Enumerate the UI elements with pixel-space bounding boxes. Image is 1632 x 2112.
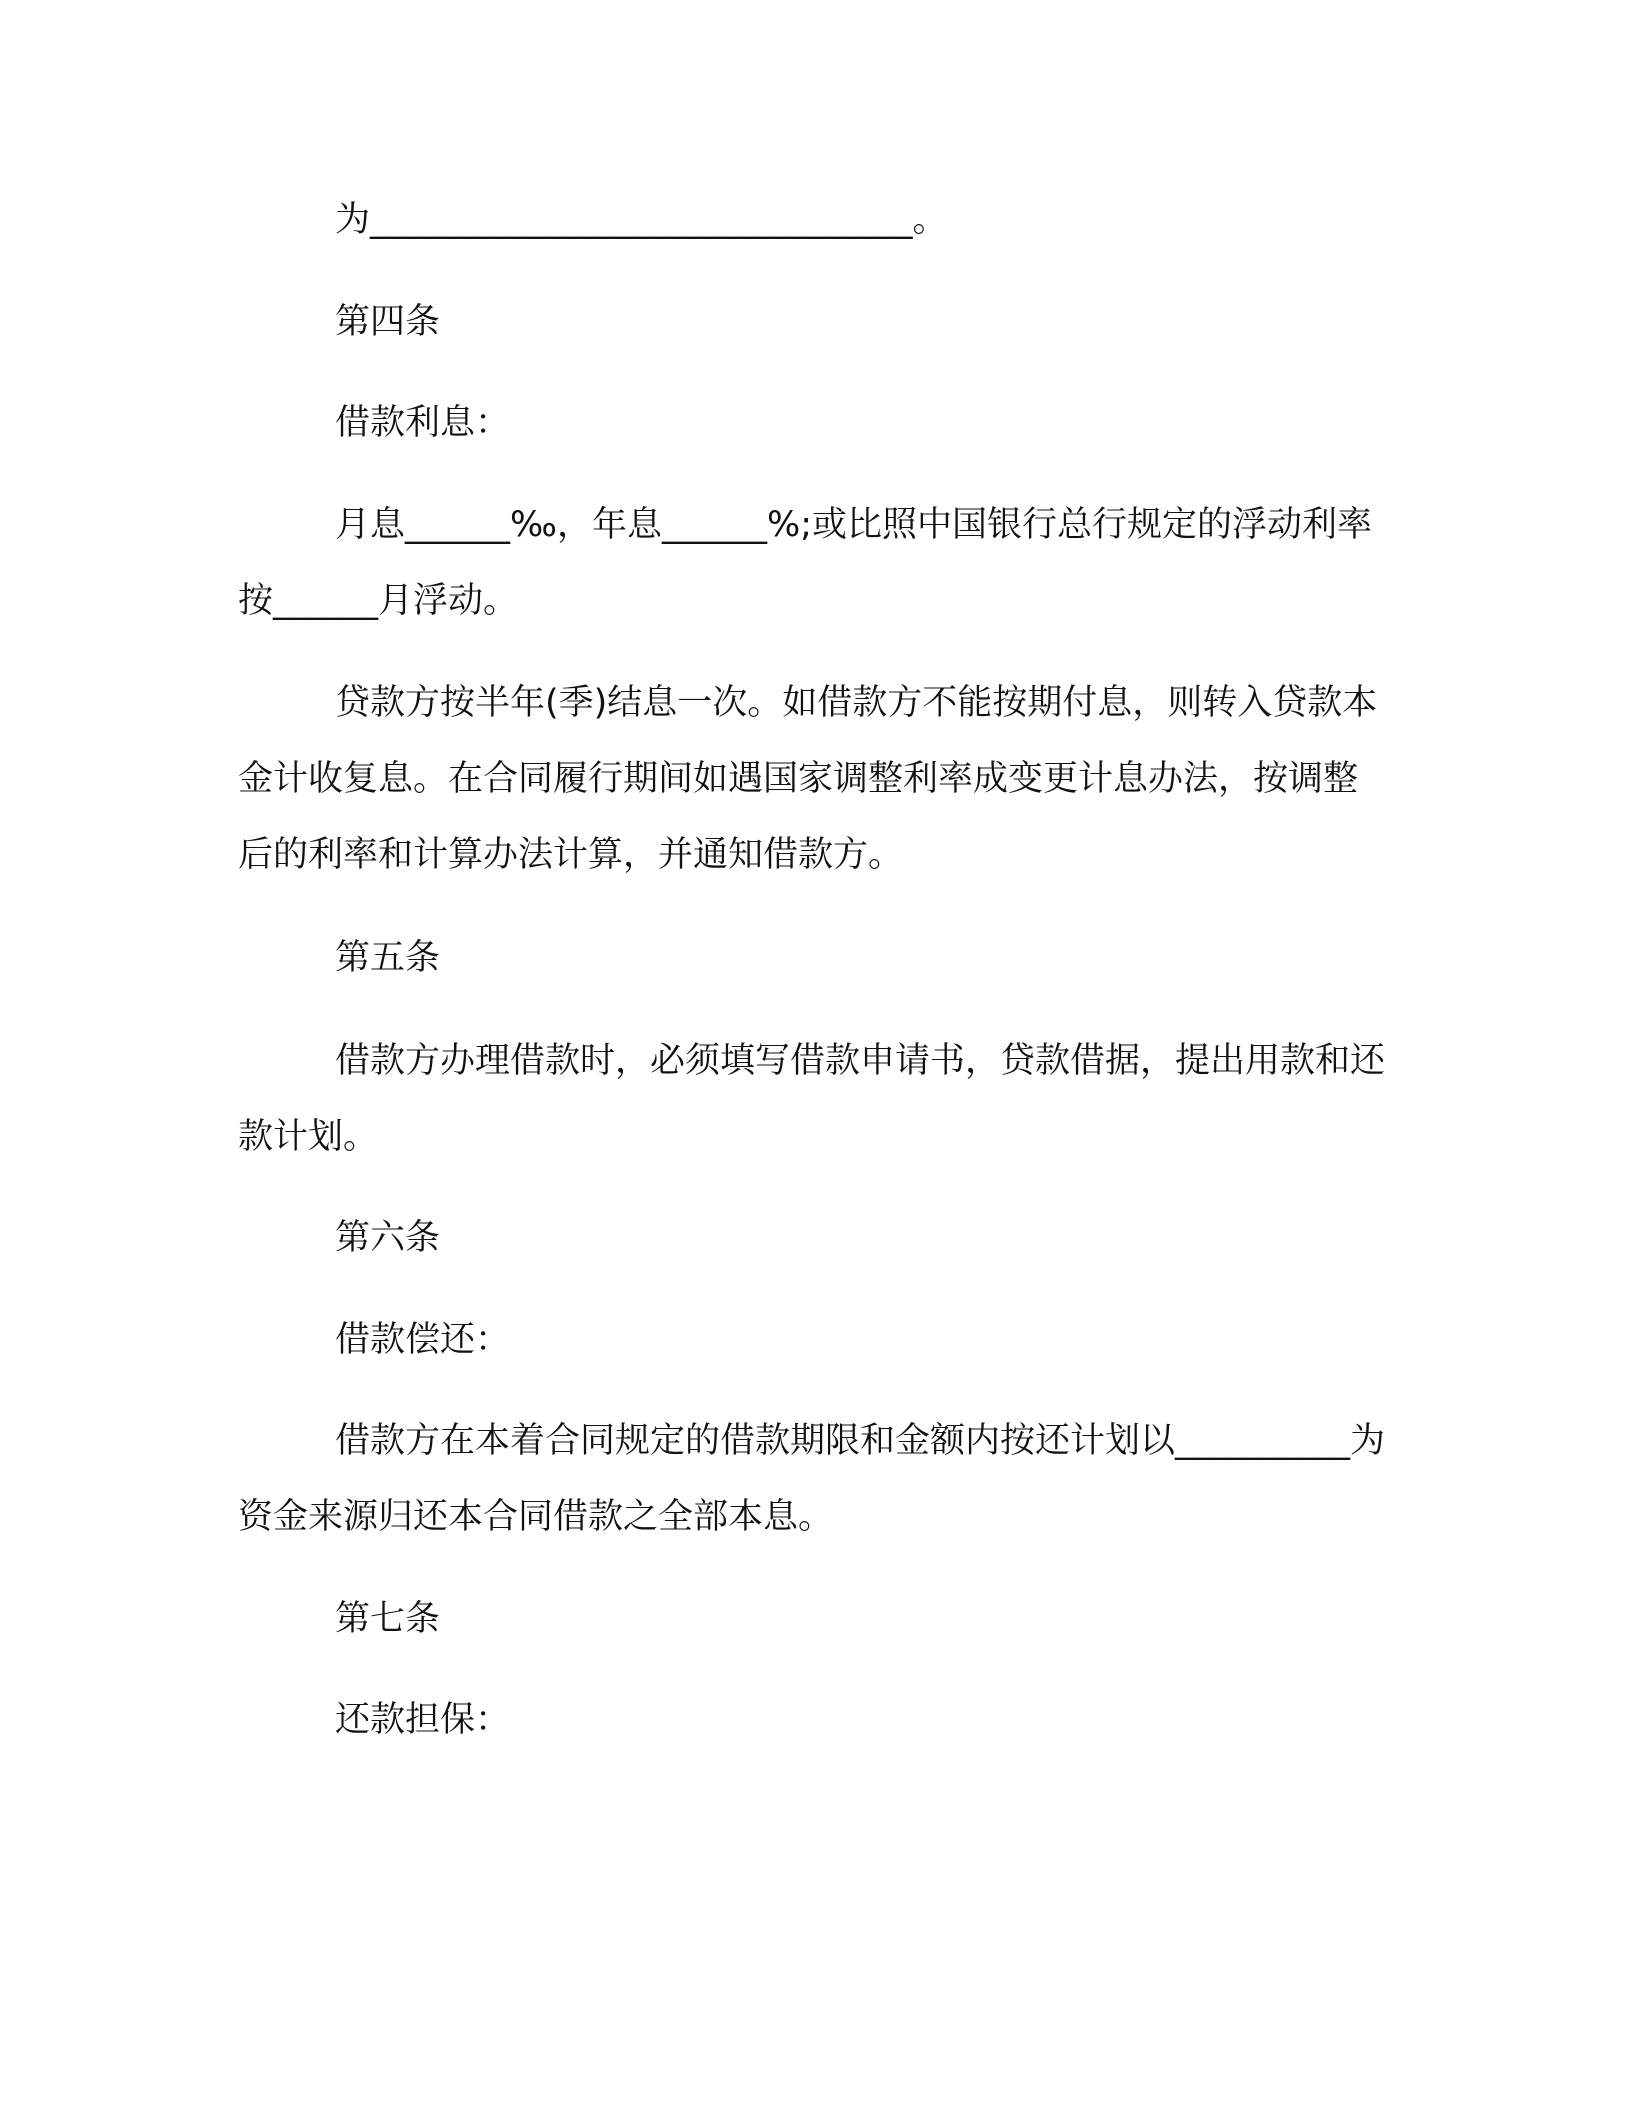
blank-line-paragraph: 为_______________________________。: [335, 200, 948, 240]
loan-application-paragraph: 借款方办理借款时，必须填写借款申请书，贷款借据，提出用款和还款计划。: [238, 1041, 1386, 1157]
loan-repayment-label: 借款偿还：: [335, 1320, 511, 1360]
interest-settlement-paragraph: 贷款方按半年(季)结息一次。如借款方不能按期付息，则转入贷款本金计收复息。在合同履行期间如遇国家调整利率成变更计息办法，按调整后的利率和计算办法计算，并通知借款方。: [238, 683, 1378, 875]
article-six-heading: 第六条: [335, 1218, 441, 1258]
loan-interest-label: 借款利息：: [335, 403, 511, 443]
article-four-heading: 第四条: [335, 302, 441, 342]
repayment-guarantee-label: 还款担保：: [335, 1700, 511, 1740]
article-five-heading: 第五条: [335, 938, 441, 978]
interest-rate-paragraph: 月息______‰，年息______%;或比照中国银行总行规定的浮动利率按______月浮动。: [238, 505, 1373, 621]
article-seven-heading: 第七条: [335, 1599, 441, 1639]
repayment-source-paragraph: 借款方在本着合同规定的借款期限和金额内按还计划以__________为资金来源归还本合同借款之全部本息。: [238, 1421, 1386, 1537]
